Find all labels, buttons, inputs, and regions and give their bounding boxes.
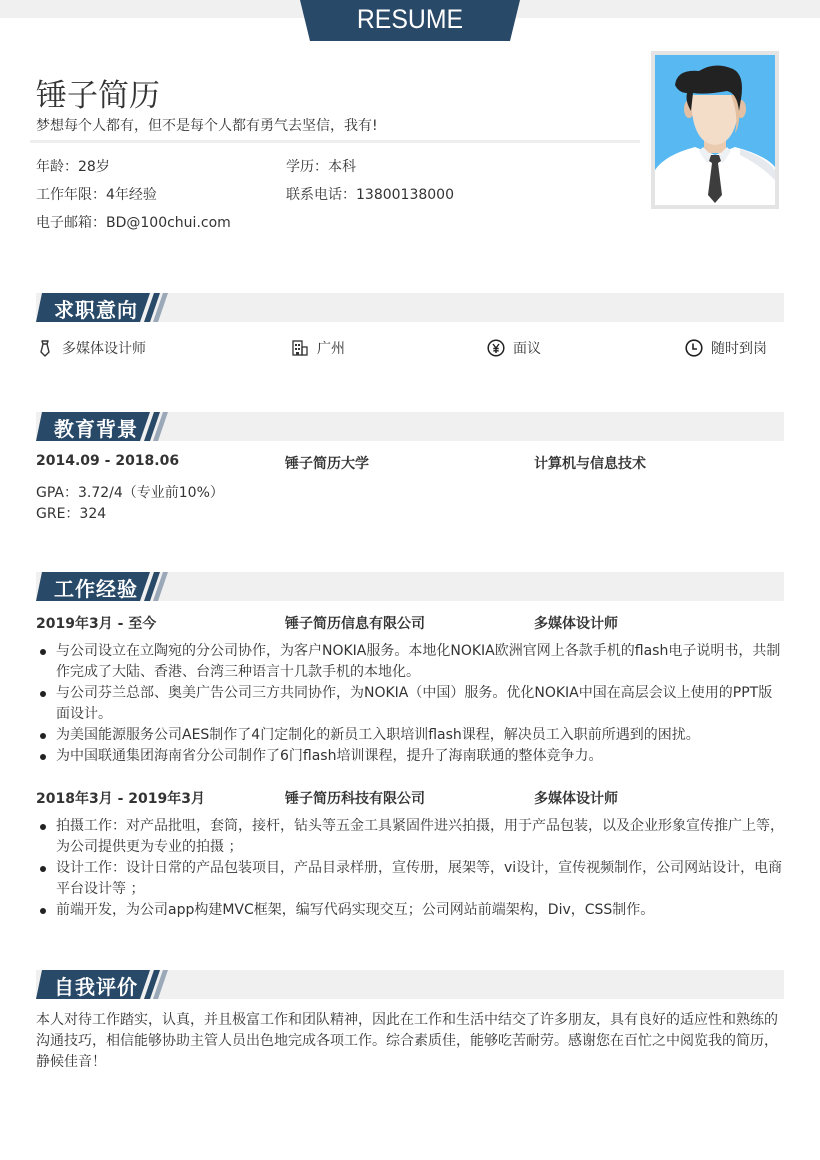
avatar [655, 55, 775, 205]
motto: 梦想每个人都有，但不是每个人都有勇气去坚信，我有! [36, 118, 378, 134]
list-item: 前端开发，为公司app构建MVC框架，编写代码实现交互；公司网站前端架构，Div，CSS制作。 [36, 900, 786, 921]
intent-availability [685, 338, 767, 358]
section-header-intent [36, 293, 784, 322]
candidate-name: 锤子简历 [36, 78, 160, 114]
header-divider [30, 140, 640, 143]
job-2-company: 锤子简历科技有限公司 [285, 791, 425, 807]
list-item: 为美国能源服务公司AES制作了4门定制化的新员工入职培训flash课程，解决员工入职前所遇到的困扰。 [36, 725, 786, 746]
list-item: 为中国联通集团海南省分公司制作了6门flash培训课程，提升了海南联通的整体竞争力。 [36, 746, 786, 767]
section-title: 教育背景 [54, 417, 138, 441]
tie-icon [36, 339, 54, 357]
info-education: 学历：本科 [286, 159, 356, 175]
job-1-position: 多媒体设计师 [534, 616, 618, 632]
job-1-period: 2019年3月 - 至今 [36, 616, 157, 632]
info-phone: 联系电话：13800138000 [286, 187, 454, 203]
self-evaluation-text: 本人对待工作踏实，认真，并且极富工作和团队精神，因此在工作和生活中结交了许多朋友，具有良好的适应性和熟练的沟通技巧，相信能够协助主管人员出色地完成各项工作。综合素质佳，能够吃苦耐劳。感谢您在百忙之中阅览我的简历，静候佳音！ [36, 1012, 778, 1070]
photo-frame [651, 51, 779, 209]
yen-icon [487, 339, 505, 357]
section-header-self-eval [36, 970, 784, 999]
building-icon [291, 339, 309, 357]
resume-banner [300, 0, 520, 41]
job-2-position: 多媒体设计师 [534, 791, 618, 807]
job-1-company: 锤子简历信息有限公司 [285, 616, 425, 632]
job-1-bullets [36, 641, 786, 767]
section-title: 求职意向 [54, 298, 138, 322]
job-2-period: 2018年3月 - 2019年3月 [36, 791, 205, 807]
intent-salary-label: 面议 [513, 341, 541, 357]
intent-city-label: 广州 [317, 341, 345, 357]
section-header-work [36, 572, 784, 601]
education-gre: GRE：324 [36, 506, 107, 522]
job-2-bullets [36, 816, 786, 921]
list-item: 与公司设立在立陶宛的分公司协作，为客户NOKIA服务。本地化NOKIA欧洲官网上各款手机的flash电子说明书，共制作完成了大陆、香港、台湾三种语言十几款手机的本地化。 [36, 641, 786, 683]
intent-salary [487, 338, 541, 358]
clock-icon [685, 339, 703, 357]
intent-city [291, 338, 345, 358]
education-school: 锤子简历大学 [285, 456, 369, 472]
intent-position-label: 多媒体设计师 [62, 341, 146, 357]
education-gpa: GPA：3.72/4（专业前10%） [36, 485, 224, 501]
intent-position [36, 338, 146, 358]
banner-label: RESUME [356, 4, 464, 34]
info-age: 年龄：28岁 [36, 159, 110, 175]
list-item: 设计工作：设计日常的产品包装项目，产品目录样册，宣传册，展架等，vi设计，宣传视频制作，公司网站设计，电商平台设计等 ； [36, 858, 786, 900]
list-item: 拍摄工作：对产品批咀，套筒，接杆，钻头等五金工具紧固件进兴拍摄，用于产品包装，以及企业形象宣传推广上等，为公司提供更为专业的拍摄 ； [36, 816, 786, 858]
info-email: 电子邮箱：BD@100chui.com [36, 215, 231, 231]
section-header-education [36, 412, 784, 441]
education-major: 计算机与信息技术 [534, 456, 646, 472]
section-title: 工作经验 [54, 577, 138, 601]
info-experience: 工作年限：4年经验 [36, 187, 157, 203]
list-item: 与公司芬兰总部、奥美广告公司三方共同协作，为NOKIA（中国）服务。优化NOKIA中国在高层会议上使用的PPT版面设计。 [36, 683, 786, 725]
avatar-placeholder-icon [655, 55, 775, 205]
section-title: 自我评价 [54, 975, 138, 999]
education-period: 2014.09 - 2018.06 [36, 453, 180, 469]
intent-availability-label: 随时到岗 [711, 341, 767, 357]
